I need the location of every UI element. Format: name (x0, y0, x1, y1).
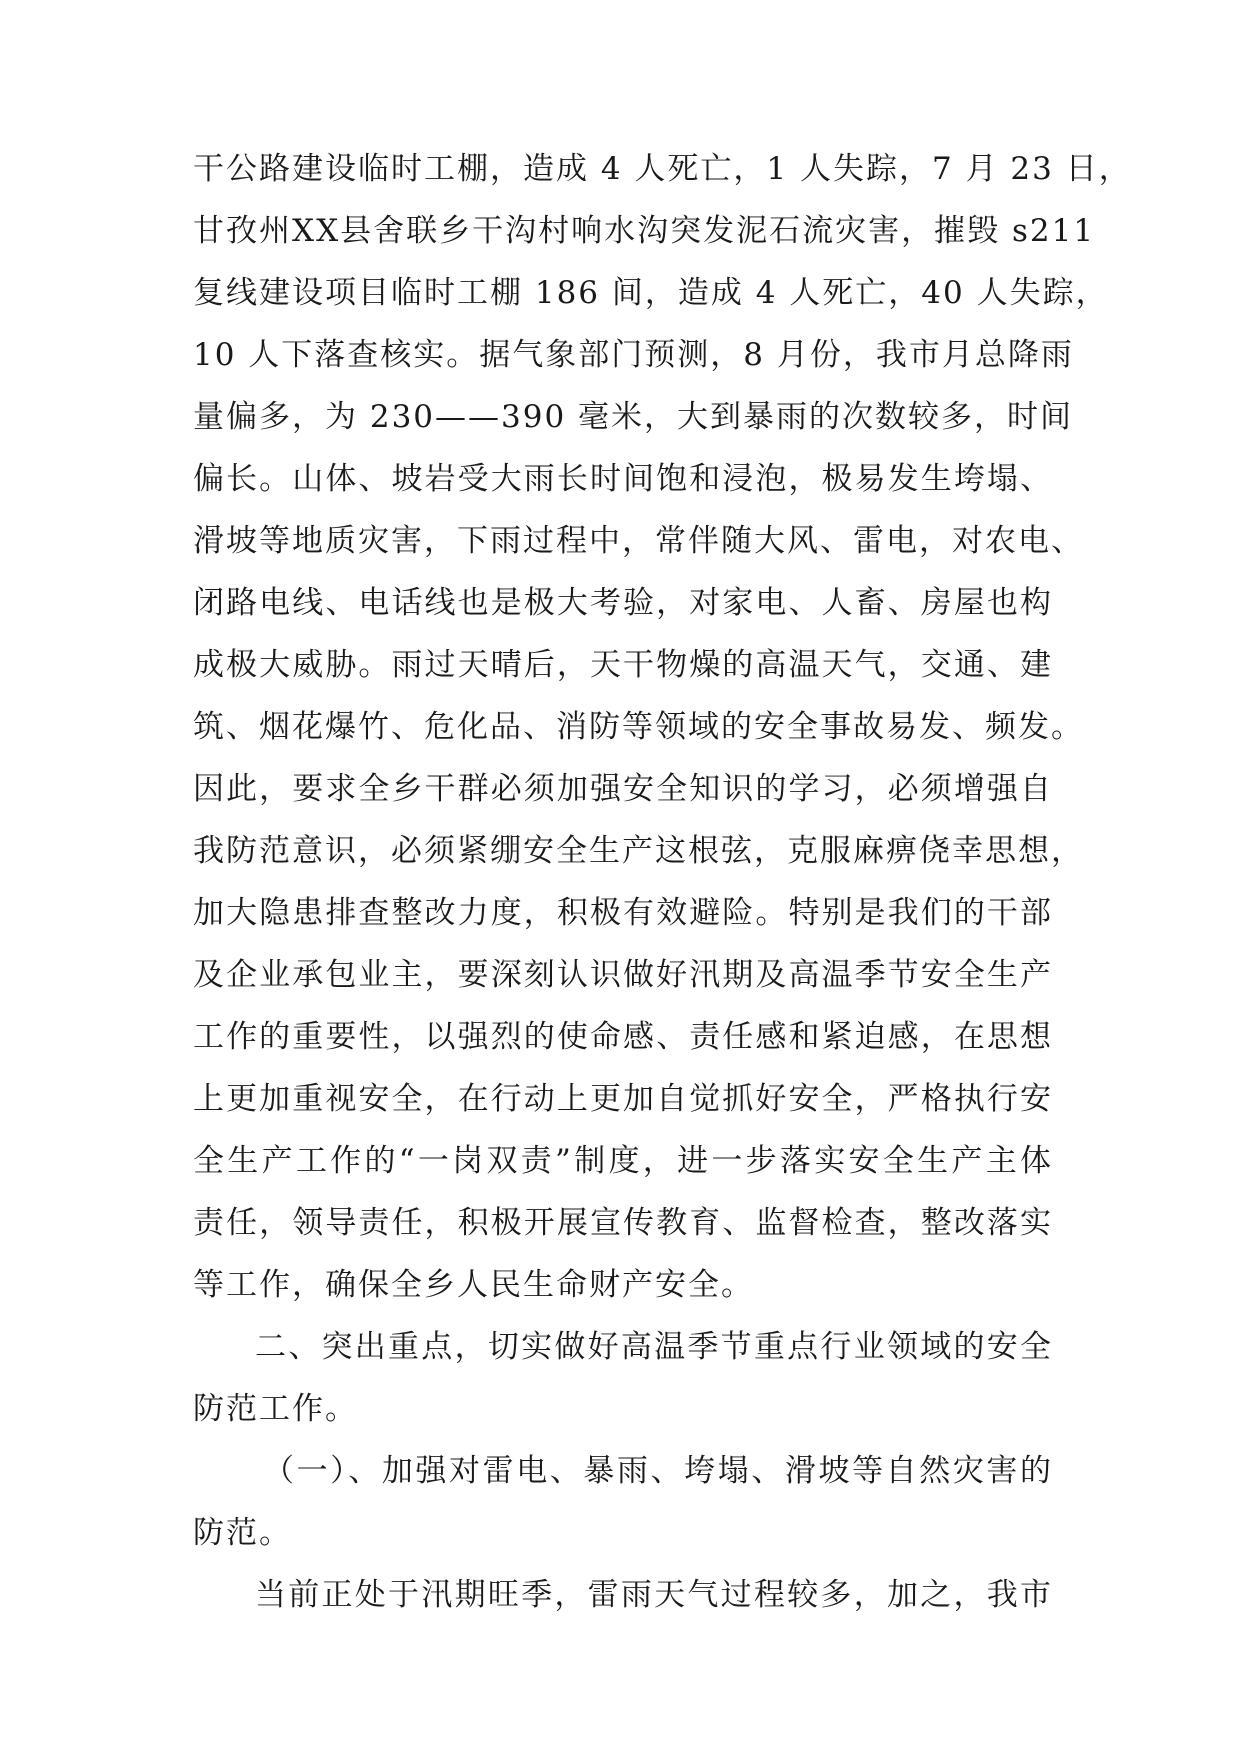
text-line: 10 人下落查核实。据气象部门预测，8 月份，我市月总降雨 (193, 337, 1074, 373)
subsection-heading-continued: 防范。 (193, 1515, 292, 1551)
subsection-heading: （一）、加强对雷电、暴雨、垮塌、滑坡等自然灾害的 (263, 1453, 1053, 1489)
text-line: 我防范意识，必须紧绷安全生产这根弦，克服麻痹侥幸思想， (193, 833, 1084, 869)
text-line: 筑、烟花爆竹、危化品、消防等领域的安全事故易发、频发。 (193, 709, 1084, 745)
text-line: 工作的重要性，以强烈的使命感、责任感和紧迫感，在思想 (193, 1019, 1053, 1055)
text-line: 甘孜州XX县舍联乡干沟村响水沟突发泥石流灾害，摧毁 s211 (193, 213, 1096, 249)
text-line: 成极大威胁。雨过天晴后，天干物燥的高温天气，交通、建 (193, 647, 1053, 683)
text-line: 当前正处于汛期旺季，雷雨天气过程较多，加之，我市 (255, 1577, 1053, 1613)
text-line: 闭路电线、电话线也是极大考验，对家电、人畜、房屋也构 (193, 585, 1053, 621)
text-line: 偏长。山体、坡岩受大雨长时间饱和浸泡，极易发生垮塌、 (193, 461, 1053, 497)
section-heading: 二、突出重点，切实做好高温季节重点行业领域的安全 (255, 1329, 1053, 1365)
text-line: 及企业承包业主，要深刻认识做好汛期及高温季节安全生产 (193, 957, 1053, 993)
text-line: 等工作，确保全乡人民生命财产安全。 (193, 1267, 754, 1303)
text-line: 上更加重视安全，在行动上更加自觉抓好安全，严格执行安 (193, 1081, 1053, 1117)
text-line: 复线建设项目临时工棚 186 间，造成 4 人死亡，40 人失踪， (193, 275, 1109, 311)
section-heading-continued: 防范工作。 (193, 1391, 358, 1427)
text-line: 加大隐患排查整改力度，积极有效避险。特别是我们的干部 (193, 895, 1053, 931)
text-line: 干公路建设临时工棚，造成 4 人死亡，1 人失踪，7 月 23 日， (193, 151, 1132, 187)
text-line: 责任，领导责任，积极开展宣传教育、监督检查，整改落实 (193, 1205, 1053, 1241)
text-line: 全生产工作的“一岗双责”制度，进一步落实安全生产主体 (193, 1143, 1053, 1179)
text-line: 量偏多，为 230——390 毫米，大到暴雨的次数较多，时间 (193, 399, 1074, 435)
text-line: 因此，要求全乡干群必须加强安全知识的学习，必须增强自 (193, 771, 1053, 807)
text-line: 滑坡等地质灾害，下雨过程中，常伴随大风、雷电，对农电、 (193, 523, 1084, 559)
body-text (193, 138, 1132, 1626)
